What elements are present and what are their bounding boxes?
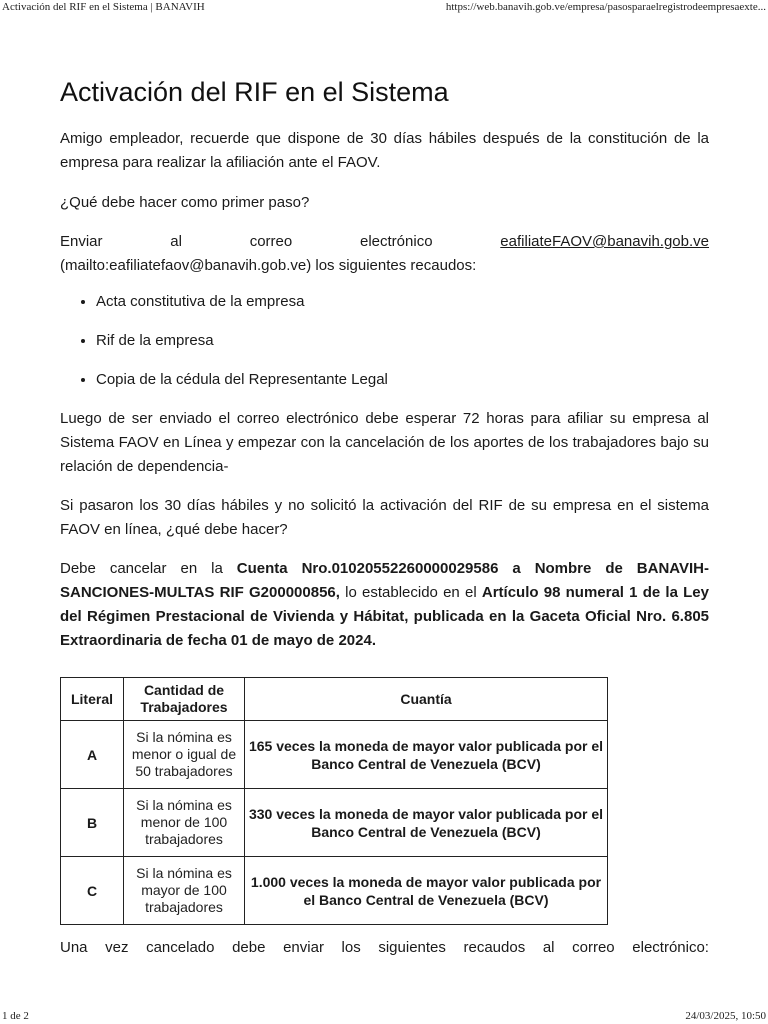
cell-cantidad: Si la nómina es menor o igual de 50 trabajadores bbox=[124, 721, 245, 789]
send-word: Enviar bbox=[60, 233, 103, 250]
send-email-paragraph bbox=[60, 230, 709, 278]
final-word: cancelado bbox=[146, 939, 215, 956]
header-cantidad: Cantidad de Trabajadores bbox=[124, 678, 245, 721]
final-word: correo bbox=[572, 939, 615, 956]
final-word: siguientes bbox=[378, 939, 446, 956]
pay-prefix: Debe cancelar en la bbox=[60, 560, 223, 577]
final-word: recaudos bbox=[463, 939, 526, 956]
payment-paragraph bbox=[60, 557, 709, 653]
cell-cuantia: 165 veces la moneda de mayor valor publicada por el Banco Central de Venezuela (BCV) bbox=[245, 721, 608, 789]
pay-account: Cuenta Nro.01020552260000029586 a Nombre de BANAVIH-SANCIONES-MULTAS RIF G200000856, bbox=[60, 560, 710, 601]
email-link[interactable]: eafiliateFAOV@banavih.gob.ve bbox=[500, 233, 709, 250]
final-paragraph bbox=[60, 936, 709, 960]
cell-cuantia: 330 veces la moneda de mayor valor publicada por el Banco Central de Venezuela (BCV) bbox=[245, 789, 608, 857]
cell-cuantia: 1.000 veces la moneda de mayor valor publicada por el Banco Central de Venezuela (BCV) bbox=[245, 857, 608, 925]
table-row bbox=[61, 857, 608, 925]
send-rest: (mailto:eafiliatefaov@banavih.gob.ve) los siguientes recaudos: bbox=[60, 257, 477, 274]
page-count: 1 de 2 bbox=[2, 1010, 29, 1022]
pay-middle: lo establecido en el bbox=[345, 584, 477, 601]
send-word: correo bbox=[249, 233, 293, 250]
pay-law: Artículo 98 numeral 1 de la Ley del Régimen Prestacional de Vivienda y Hábitat, publicada en la Gaceta Oficial Nro. 6.805 Extraordinaria de fecha 01 de mayo de 2024. bbox=[60, 584, 709, 649]
final-word: Una bbox=[60, 939, 88, 956]
page-title-header: Activación del RIF en el Sistema | BANAVIH bbox=[2, 1, 205, 13]
list-item: • Copia de la cédula del Representante Legal bbox=[96, 368, 709, 392]
cell-cantidad: Si la nómina es mayor de 100 trabajadores bbox=[124, 857, 245, 925]
cell-literal: A bbox=[61, 721, 124, 789]
final-word: electrónico: bbox=[632, 939, 709, 956]
cell-literal: B bbox=[61, 789, 124, 857]
fees-table bbox=[60, 677, 608, 925]
final-word: vez bbox=[105, 939, 129, 956]
article-title: Activación del RIF en el Sistema bbox=[60, 77, 449, 107]
final-word: enviar bbox=[283, 939, 324, 956]
list-item: • Acta constitutiva de la empresa bbox=[96, 290, 709, 314]
list-item: • Rif de la empresa bbox=[96, 329, 709, 353]
question-first-step: ¿Qué debe hacer como primer paso? bbox=[60, 194, 310, 211]
requirements-list bbox=[60, 290, 709, 392]
after-email-paragraph: Luego de ser enviado el correo electrónico debe esperar 72 horas para afiliar su empresa al Sistema FAOV en Línea y empezar con la cancelación de los aportes de los trabajadores bajo su relación de dependencia- bbox=[60, 410, 709, 475]
final-word: debe bbox=[232, 939, 266, 956]
header-literal: Literal bbox=[61, 678, 124, 721]
send-word: al bbox=[170, 233, 182, 250]
cell-literal: C bbox=[61, 857, 124, 925]
intro-paragraph: Amigo empleador, recuerde que dispone de 30 días hábiles después de la constitución de la empresa para realizar la afiliación ante el FAOV. bbox=[60, 130, 709, 171]
print-footer bbox=[0, 1010, 768, 1024]
final-word: los bbox=[341, 939, 361, 956]
cell-cantidad: Si la nómina es menor de 100 trabajadores bbox=[124, 789, 245, 857]
table-row bbox=[61, 721, 608, 789]
header-cuantia: Cuantía bbox=[245, 678, 608, 721]
page-url: https://web.banavih.gob.ve/empresa/pasosparaelregistrodeempresaexte... bbox=[445, 1, 766, 13]
table-row bbox=[61, 789, 608, 857]
print-datetime: 24/03/2025, 10:50 bbox=[685, 1010, 766, 1022]
send-word: electrónico bbox=[360, 233, 433, 250]
print-header bbox=[0, 0, 768, 14]
table-header-row bbox=[61, 678, 608, 721]
article-content bbox=[60, 74, 709, 653]
question-late-activation: Si pasaron los 30 días hábiles y no solicitó la activación del RIF de su empresa en el sistema FAOV en línea, ¿qué debe hacer? bbox=[60, 497, 709, 538]
final-word: al bbox=[542, 939, 555, 956]
